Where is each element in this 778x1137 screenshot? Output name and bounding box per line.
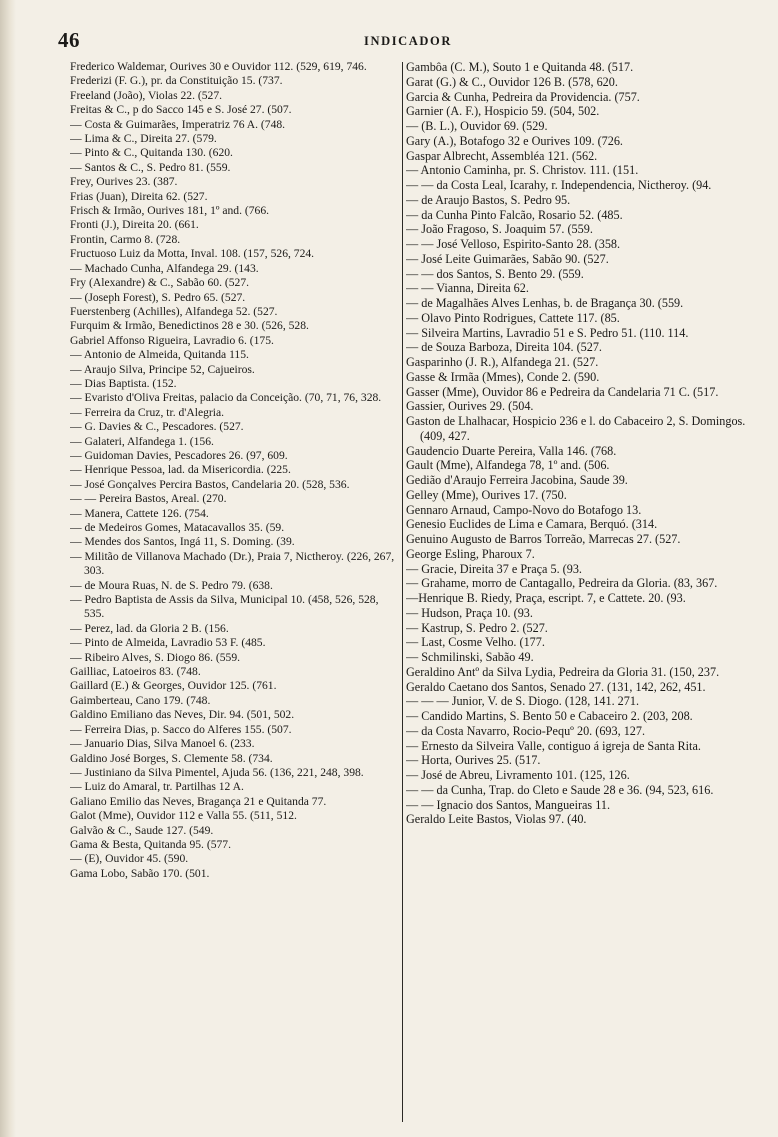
page-number: 46 xyxy=(58,28,80,52)
directory-entry: — da Costa Navarro, Rocio-Pequº 20. (693, 127. xyxy=(406,723,646,738)
directory-entry: — Pedro Baptista de Assis da Silva, Municipal 10. (458, 526, 528, 535. xyxy=(70,593,379,621)
directory-entry: — Hudson, Praça 10. (93. xyxy=(406,605,533,620)
directory-entry: Gasparinho (J. R.), Alfandega 21. (527. xyxy=(406,355,599,369)
directory-entry: — Pinto de Almeida, Lavradio 53 F. (485. xyxy=(70,636,266,650)
directory-entry: Gassier, Ourives 29. (504. xyxy=(406,399,534,414)
directory-entry: — Kastrup, S. Pedro 2. (527. xyxy=(406,620,548,635)
directory-entry: — João Fragoso, S. Joaquim 57. (559. xyxy=(406,222,593,237)
directory-entry: — — — Junior, V. de S. Diogo. (128, 141. 271. xyxy=(406,694,640,709)
directory-entry: — Schmilinski, Sabão 49. xyxy=(406,650,534,664)
column-divider xyxy=(402,62,403,1122)
directory-entry: Frontin, Carmo 8. (728. xyxy=(70,232,181,246)
directory-entry: Freitas & C., p do Sacco 145 e S. José 27. (507. xyxy=(70,103,292,117)
directory-entry: — Gracie, Direita 37 e Praça 5. (93. xyxy=(406,561,582,576)
directory-entry: — de Moura Ruas, N. de S. Pedro 79. (638. xyxy=(70,578,273,592)
directory-entry: Gama & Besta, Quitanda 95. (577. xyxy=(70,837,231,851)
directory-entry: — Ribeiro Alves, S. Diogo 86. (559. xyxy=(70,650,241,664)
directory-entry: Genuino Augusto de Barros Torreão, Marrecas 27. (527. xyxy=(406,532,681,546)
directory-entry: — Antonio de Almeida, Quitanda 115. xyxy=(70,348,249,362)
directory-entry: — Last, Cosme Velho. (177. xyxy=(406,635,545,650)
directory-entry: Gault (Mme), Alfandega 78, 1º and. (506. xyxy=(406,458,610,473)
directory-entry: Frederizi (F. G.), pr. da Constituição 15. (737. xyxy=(70,74,283,88)
directory-entry: — — José Velloso, Espirito-Santo 28. (358. xyxy=(406,237,621,251)
directory-entry: — Lima & C., Direita 27. (579. xyxy=(70,132,217,146)
directory-entry: Fry (Alexandre) & C., Sabão 60. (527. xyxy=(70,276,250,290)
directory-entry: — Machado Cunha, Alfandega 29. (143. xyxy=(70,261,259,275)
directory-entry: Gaston de Lhalhacar, Hospicio 236 e l. do Cabaceiro 2, S. Domingos. (409, 427. xyxy=(406,414,746,443)
directory-entry: Gasse & Irmãa (Mmes), Conde 2. (590. xyxy=(406,369,600,384)
directory-entry: Galot (Mme), Ouvidor 112 e Valla 55. (511, 512. xyxy=(70,809,297,823)
book-binding-shadow xyxy=(0,0,16,1137)
directory-entry: Galvão & C., Saude 127. (549. xyxy=(70,823,214,837)
directory-entry: — Dias Baptista. (152. xyxy=(70,376,177,390)
directory-entry: Geraldo Caetano dos Santos, Senado 27. (131, 142, 262, 451. xyxy=(406,679,706,694)
directory-entry: — Horta, Ourives 25. (517. xyxy=(406,753,541,768)
directory-entry: — — Vianna, Direita 62. xyxy=(406,281,529,296)
directory-entry: — (Joseph Forest), S. Pedro 65. (527. xyxy=(70,290,246,304)
directory-entry: — — Pereira Bastos, Areal. (270. xyxy=(70,492,227,506)
directory-entry: — Santos & C., S. Pedro 81. (559. xyxy=(70,160,231,174)
directory-entry: — Henrique Pessoa, lad. da Misericordia. (225. xyxy=(70,463,291,477)
directory-entry: Gelley (Mme), Ourives 17. (750. xyxy=(406,487,567,502)
directory-entry: — Grahame, morro de Cantagallo, Pedreira da Gloria. (83, 367. xyxy=(406,576,718,591)
directory-entry: Geraldo Leite Bastos, Violas 97. (40. xyxy=(406,812,587,827)
directory-entry: — — dos Santos, S. Bento 29. (559. xyxy=(406,266,584,281)
directory-entry: — (B. L.), Ouvidor 69. (529. xyxy=(406,119,548,133)
directory-entry: — — da Cunha, Trap. do Cleto e Saude 28 e 36. (94, 523, 616. xyxy=(406,782,714,797)
directory-entry: Frederico Waldemar, Ourives 30 e Ouvidor 112. (529, 619, 746. xyxy=(70,60,367,73)
directory-entry: — Silveira Martins, Lavradio 51 e S. Pedro 51. (110. 114. xyxy=(406,325,689,340)
directory-entry: —Henrique B. Riedy, Praça, escript. 7, e Cattete. 20. (93. xyxy=(406,591,686,605)
directory-entry: — Olavo Pinto Rodrigues, Cattete 117. (85. xyxy=(406,310,620,325)
directory-entry: — Evaristo d'Oliva Freitas, palacio da Conceição. (70, 71, 76, 328. xyxy=(70,391,382,405)
directory-entry: Fuerstenberg (Achilles), Alfandega 52. (527. xyxy=(70,304,278,318)
directory-entry: Genesio Euclides de Lima e Camara, Berquó. (314. xyxy=(406,517,658,532)
directory-entry: — Justiniano da Silva Pimentel, Ajuda 56. (136, 221, 248, 398. xyxy=(70,765,364,779)
right-column xyxy=(406,60,756,1126)
directory-entry: Garcia & Cunha, Pedreira da Providencia. (757. xyxy=(406,89,640,104)
directory-entry: Garnier (A. F.), Hospicio 59. (504, 502. xyxy=(406,104,600,119)
directory-entry: Gaudencio Duarte Pereira, Valla 146. (768. xyxy=(406,443,617,458)
directory-entry: Fronti (J.), Direita 20. (661. xyxy=(70,218,199,232)
directory-entry: Geraldino Antº da Silva Lydia, Pedreira da Gloria 31. (150, 237. xyxy=(406,664,720,679)
directory-entry: — Mendes dos Santos, Ingá 11, S. Doming. (39. xyxy=(70,535,295,549)
directory-entry: — Ferreira Dias, p. Sacco do Alferes 155. (507. xyxy=(70,722,292,736)
directory-entry: Galdino José Borges, S. Clemente 58. (734. xyxy=(70,751,273,765)
directory-entry: — Manera, Cattete 126. (754. xyxy=(70,506,209,520)
directory-entry: Freeland (João), Violas 22. (527. xyxy=(70,88,223,102)
directory-entry: — José Gonçalves Percira Bastos, Candelaria 20. (528, 536. xyxy=(70,477,350,491)
directory-entry: — G. Davies & C., Pescadores. (527. xyxy=(70,420,244,434)
directory-entry: Frey, Ourives 23. (387. xyxy=(70,175,178,189)
directory-entry: Furquim & Irmão, Benedictinos 28 e 30. (526, 528. xyxy=(70,319,309,333)
directory-entry: Garat (G.) & C., Ouvidor 126 B. (578, 620. xyxy=(406,74,618,89)
directory-entry: — de Araujo Bastos, S. Pedro 95. xyxy=(406,192,571,207)
directory-entry: — de Medeiros Gomes, Matacavallos 35. (59. xyxy=(70,521,285,534)
directory-entry: — Ernesto da Silveira Valle, contiguo á igreja de Santa Rita. xyxy=(406,738,701,753)
directory-columns xyxy=(70,60,760,1126)
directory-entry: — Antonio Caminha, pr. S. Christov. 111. (151. xyxy=(406,163,639,178)
directory-entry: Galdino Emiliano das Neves, Dir. 94. (501, 502. xyxy=(70,708,295,722)
directory-entry: Fructuoso Luiz da Motta, Inval. 108. (157, 526, 724. xyxy=(70,247,315,261)
directory-entry: — José de Abreu, Livramento 101. (125, 126. xyxy=(406,768,630,782)
directory-entry: — (E), Ouvidor 45. (590. xyxy=(70,852,189,866)
directory-entry: — da Cunha Pinto Falcão, Rosario 52. (485. xyxy=(406,207,623,222)
directory-entry: — de Magalhães Alves Lenhas, b. de Bragança 30. (559. xyxy=(406,296,684,310)
directory-entry: — de Souza Barboza, Direita 104. (527. xyxy=(406,340,602,355)
directory-entry: Gaspar Albrecht, Assembléa 121. (562. xyxy=(406,148,598,163)
directory-entry: Frisch & Irmão, Ourives 181, 1º and. (766. xyxy=(70,204,270,218)
directory-entry: — Militão de Villanova Machado (Dr.), Praia 7, Nictheroy. (226, 267, 303. xyxy=(70,549,395,578)
directory-entry: — José Leite Guimarães, Sabão 90. (527. xyxy=(406,251,609,266)
directory-entry: Gennaro Arnaud, Campo-Novo do Botafogo 13. xyxy=(406,502,642,517)
directory-entry: — Pinto & C., Quitanda 130. (620. xyxy=(70,146,233,160)
directory-entry: — Costa & Guimarães, Imperatriz 76 A. (748. xyxy=(70,117,286,131)
directory-entry: Gasser (Mme), Ouvidor 86 e Pedreira da Candelaria 71 C. (517. xyxy=(406,384,719,399)
directory-entry: Gabriel Affonso Rigueira, Lavradio 6. (175. xyxy=(70,333,274,347)
directory-entry: Gary (A.), Botafogo 32 e Ourives 109. (726. xyxy=(406,133,623,148)
directory-entry: George Esling, Pharoux 7. xyxy=(406,546,535,561)
directory-entry: Frias (Juan), Direita 62. (527. xyxy=(70,189,208,203)
directory-entry: — Candido Martins, S. Bento 50 e Cabaceiro 2. (203, 208. xyxy=(406,709,693,723)
directory-entry: — Perez, lad. da Gloria 2 B. (156. xyxy=(70,621,229,635)
left-column xyxy=(70,60,400,1126)
directory-entry: Gambôa (C. M.), Souto 1 e Quitanda 48. (517. xyxy=(406,60,634,74)
directory-entry: Galiano Emilio das Neves, Bragança 21 e Quitanda 77. xyxy=(70,794,327,808)
directory-entry: — Januario Dias, Silva Manoel 6. (233. xyxy=(70,737,255,751)
directory-entry: Gama Lobo, Sabão 170. (501. xyxy=(70,866,210,880)
directory-entry: — — da Costa Leal, Icarahy, r. Independencia, Nictheroy. (94. xyxy=(406,178,712,192)
page-header xyxy=(58,28,758,50)
directory-entry: — Ferreira da Cruz, tr. d'Alegria. xyxy=(70,405,225,419)
page-title: INDICADOR xyxy=(363,34,452,48)
directory-entry: Gedião d'Araujo Ferreira Jacobina, Saude 39. xyxy=(406,473,628,487)
directory-entry: Gailliac, Latoeiros 83. (748. xyxy=(70,665,201,679)
directory-entry: — Luiz do Amaral, tr. Partilhas 12 A. xyxy=(70,780,244,794)
directory-entry: Gaillard (E.) & Georges, Ouvidor 125. (761. xyxy=(70,679,277,693)
directory-entry: — Araujo Silva, Principe 52, Cajueiros. xyxy=(70,362,255,376)
directory-entry: — Galateri, Alfandega 1. (156. xyxy=(70,434,214,448)
directory-entry: — Guidoman Davies, Pescadores 26. (97, 609. xyxy=(70,448,288,462)
directory-entry: Gaimberteau, Cano 179. (748. xyxy=(70,693,211,707)
directory-entry: — — Ignacio dos Santos, Mangueiras 11. xyxy=(406,797,610,812)
